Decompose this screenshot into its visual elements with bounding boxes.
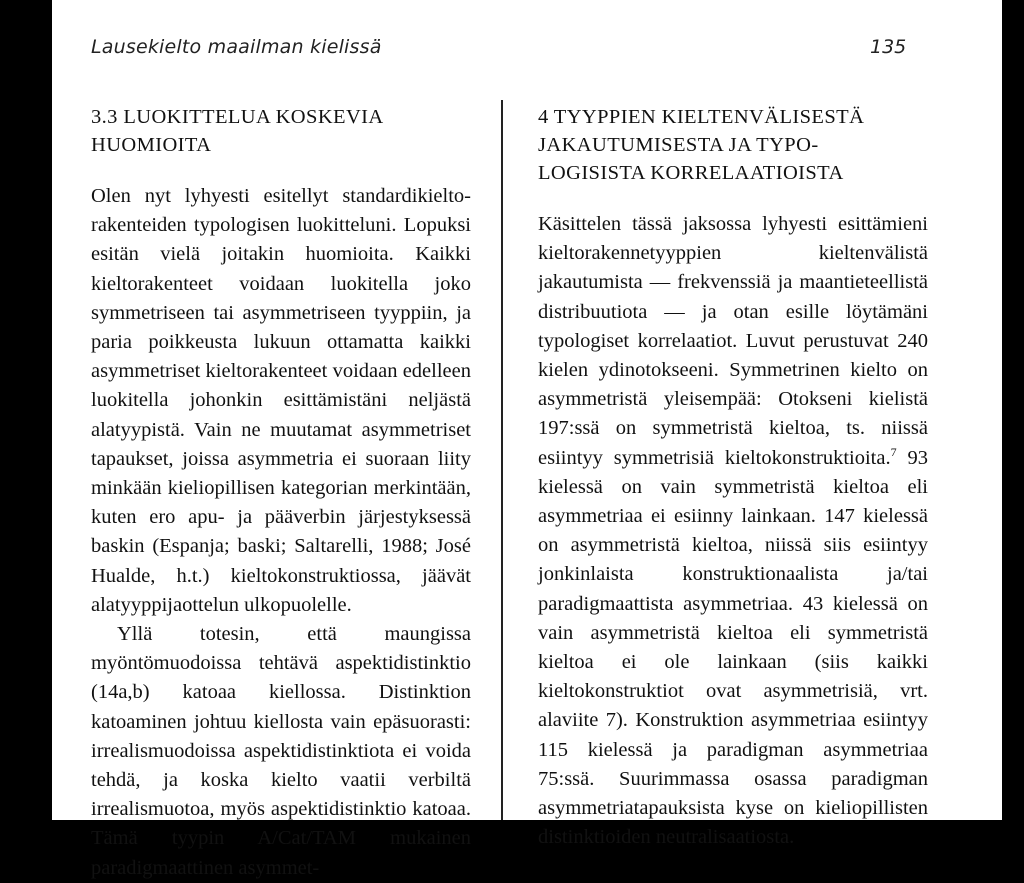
heading-line: JAKAUTUMISESTA JA TYPO-	[538, 134, 819, 156]
paragraph-text: Käsittelen tässä jaksossa lyhyesti esittämieni kieltorakennetyyppien kieltenvälistä jakautumista — frekvenssiä ja maantieteellistä distribuutiota — ja otan esille löytämäni typologiset korrelaatiot. Luvut perustuvat 240 kielen ydinotokseeni. Symmetrinen kielto on asymmetristä yleisempää: Otokseni kielistä 197:ssä on symmetristä kieltoa, ts. niissä esiintyy symmetrisiä kieltokonstruktioita.	[538, 213, 928, 469]
heading-line: HUOMIOITA	[91, 134, 212, 156]
book-page	[52, 0, 1002, 879]
heading-line: 3.3 LUOKITTELUA KOSKEVIA	[91, 106, 384, 128]
left-column	[91, 103, 471, 883]
running-title: Lausekielto maailman kielissä	[91, 36, 382, 58]
heading-line: 4 TYYPPIEN KIELTENVÄLISESTÄ	[538, 106, 865, 128]
section-heading-3-3	[91, 103, 471, 159]
heading-line: LOGISISTA KORRELAATIOISTA	[538, 162, 844, 184]
footnote-marker[interactable]: 7	[890, 444, 897, 459]
body-paragraph: Olen nyt lyhyesti esitellyt standardikieltorakenteiden typologisen luokitteluni. Lopuksi esitän vielä joitakin huomioita. Kaikki kieltorakenteet voidaan luokitella joko symmetriseen tai asymmetriseen tyyppiin, ja paria poikkeusta lukuun ottamatta kaikki asymmetriset kieltorakenteet voidaan edelleen luokitella johonkin esittämistäni neljästä alatyypistä. Vain ne muutamat asymmetriset tapaukset, joissa asymmetria ei suoraan liity minkään kieliopillisen kategorian merkintään, kuten ero apu- ja pääverbin järjestyksessä baskin (Espanja; baski; Saltarelli, 1988; José Hualde, h.t.) kieltokonstruktiossa, jäävät alatyyppijaottelun ulkopuolelle.	[91, 185, 471, 616]
column-divider	[501, 100, 503, 820]
paragraph-text: 93 kielessä on vain symmetristä kieltoa eli asymmetriaa ei esiinny lainkaan. 147 kielessä on asymmetristä kieltoa, niissä siis esiintyy jonkinlaista konstruktionaalista ja/tai paradigmaattista asymmetriaa. 43 kielessä on vain asymmetristä kieltoa eli symmetristä kieltoa ei ole lainkaan (siis kaikki kieltokonstruktiot ovat asymmetrisiä, vrt. alaviite 7). Konstruktion asymmetriaa esiintyy 115 kielessä ja paradigman asymmetriaa 75:ssä. Suurimmassa osassa paradigman asymmetriatapauksista kyse on kieliopillisten distinktioiden neutralisaatiosta.	[538, 446, 928, 849]
right-column	[538, 103, 928, 852]
body-paragraph: Yllä totesin, että maungissa myöntömuodoissa tehtävä aspektidistinktio (14a,b) katoaa kiellossa. Distinktion katoaminen johtuu kiellosta vain epäsuorasti: irrealismuodoissa aspektidistinktiota ei voida tehdä, ja koska kielto vaatii verbiltä irrealismuotoa, myös aspektidistinktio katoaa. Tämä tyypin A/Cat/TAM mukainen paradigmaattinen asymmet-	[91, 623, 471, 879]
section-heading-4	[538, 103, 928, 187]
page-number: 135	[870, 36, 907, 58]
body-paragraph	[538, 210, 928, 852]
